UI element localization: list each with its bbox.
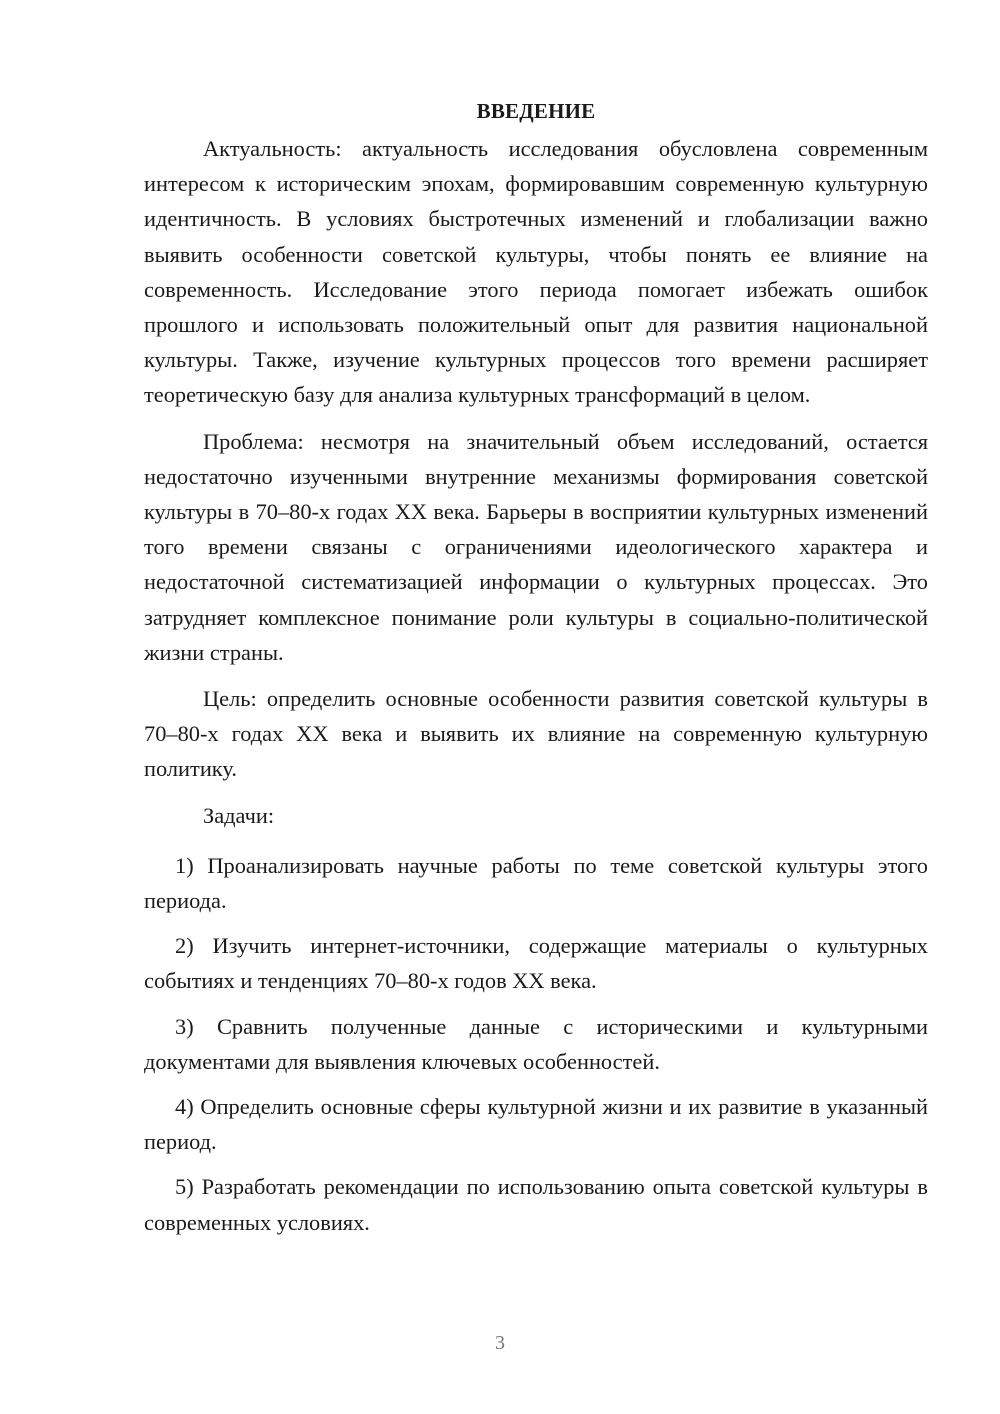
paragraph-relevance: Актуальность: актуальность исследования обусловлена современным интересом к историческим эпохам, формировавшим современную культурную идентичность. В условиях быстротечных изменений и глобализации важно выявить особенности советской культуры, чтобы понять ее влияние на современность. Исследование этого периода помогает избежать ошибок прошлого и использовать положительный опыт для развития национальной культуры. Также, изучение культурных процессов того времени расширяет теоретическую базу для анализа культурных трансформаций в целом. [144, 136, 928, 408]
task-item: 5) Разработать рекомендации по использованию опыта советской культуры в современных условиях. [144, 1174, 928, 1235]
paragraph-problem: Проблема: несмотря на значительный объем исследований, остается недостаточно изученными внутренние механизмы формирования советской культуры в 70–80-х годах XX века. Барьеры в восприятии культурных изменений того времени связаны с ограничениями идеологического характера и недостаточной систематизацией информации о культурных процессах. Это затрудняет комплексное понимание роли культуры в социально-политической жизни страны. [144, 428, 928, 665]
task-item: 2) Изучить интернет-источники, содержащие материалы о культурных событиях и тенденциях 70–80-х годов XX века. [144, 933, 928, 994]
page-number: 3 [495, 1332, 505, 1354]
task-item: 1) Проанализировать научные работы по теме советской культуры этого периода. [144, 852, 928, 914]
section-heading: ВВЕДЕНИЕ [476, 99, 596, 123]
tasks-title: Задачи: [203, 802, 275, 828]
document-page [144, 94, 928, 1250]
task-item: 4) Определить основные сферы культурной жизни и их развитие в указанный период. [144, 1094, 928, 1155]
paragraph-goal: Цель: определить основные особенности развития советской культуры в 70–80-х годах XX века и выявить их влияние на современную культурную политику. [144, 686, 928, 782]
task-item: 3) Сравнить полученные данные с историческими и культурными документами для выявления ключевых особенностей. [144, 1013, 928, 1074]
